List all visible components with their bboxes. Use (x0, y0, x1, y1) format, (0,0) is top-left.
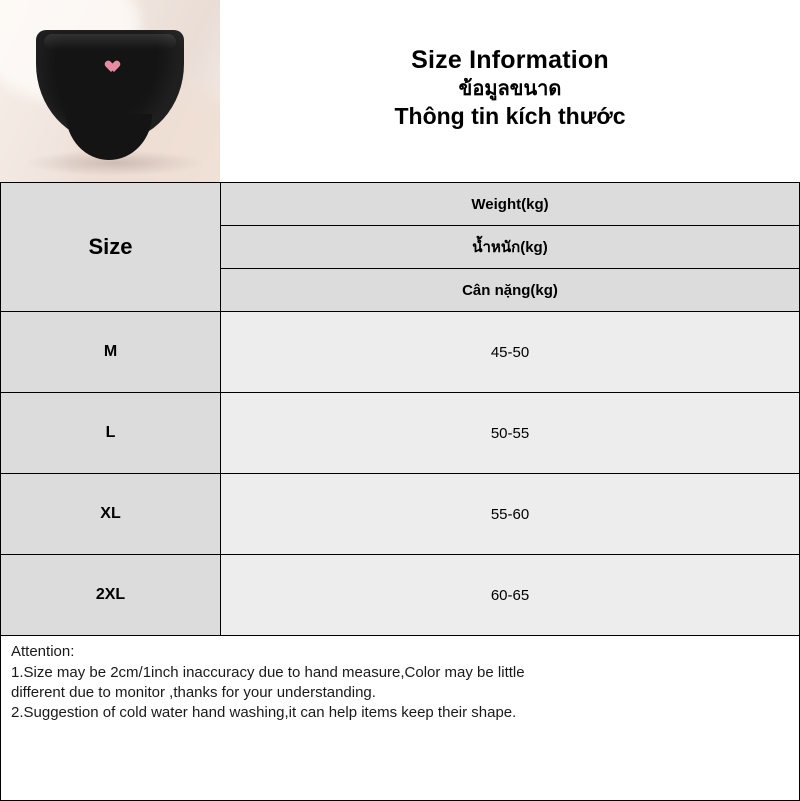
product-photo (0, 0, 220, 182)
page-title-vi: Thông tin kích thước (394, 102, 626, 129)
column-header-weight-th: น้ำหนัก(kg) (221, 226, 800, 269)
weight-cell: 55-60 (221, 474, 800, 555)
attention-line-2: 2.Suggestion of cold water hand washing,it can help items keep their shape. (11, 703, 517, 721)
attention-title: Attention: (11, 643, 75, 660)
table-row (1, 555, 800, 636)
size-cell: 2XL (1, 555, 221, 636)
size-table (0, 182, 800, 636)
size-cell: XL (1, 474, 221, 555)
column-header-size: Size (1, 183, 221, 312)
weight-cell: 45-50 (221, 312, 800, 393)
table-row (1, 312, 800, 393)
header-row (0, 0, 800, 182)
weight-cell: 50-55 (221, 393, 800, 474)
attention-line-1b: different due to monitor ,thanks for your understanding. (11, 683, 376, 701)
column-header-weight-en: Weight(kg) (221, 183, 800, 226)
size-cell: L (1, 393, 221, 474)
table-row (1, 393, 800, 474)
weight-cell: 60-65 (221, 555, 800, 636)
column-header-weight-vi: Cân nặng(kg) (221, 269, 800, 312)
title-block (220, 0, 800, 182)
heart-icon (102, 56, 116, 69)
table-row (1, 474, 800, 555)
table-header-row (1, 183, 800, 226)
size-cell: M (1, 312, 221, 393)
attention-note (0, 636, 800, 801)
page-title-en: Size Information (411, 45, 609, 74)
attention-line-1a: 1.Size may be 2cm/1inch inaccuracy due to hand measure,Color may be little (11, 663, 525, 681)
page-title-th: ข้อมูลขนาด (458, 77, 562, 100)
